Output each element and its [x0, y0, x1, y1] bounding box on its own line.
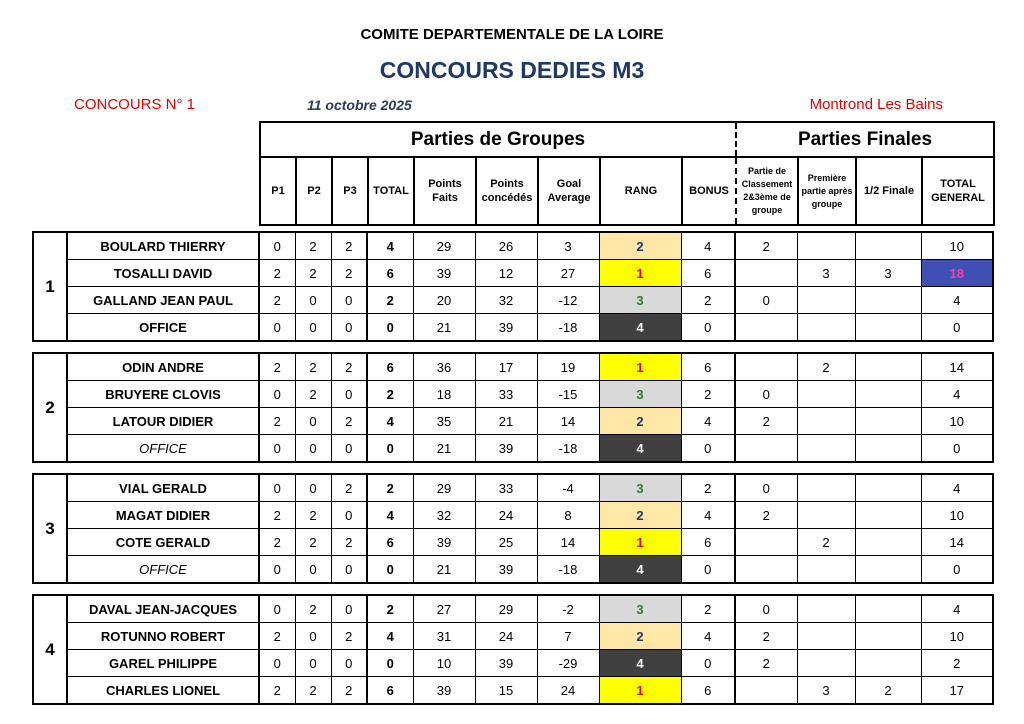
cell-total-general: 0	[921, 435, 993, 463]
cell-p2: 0	[295, 623, 331, 650]
cell-total: 6	[367, 260, 413, 287]
cell-points-faits: 21	[413, 556, 475, 584]
cell-demi-finale	[855, 408, 921, 435]
cell-p1: 2	[259, 260, 295, 287]
col-points-faits: Points Faits	[414, 157, 476, 225]
cell-total: 4	[367, 232, 413, 260]
cell-premiere-partie: 2	[797, 353, 855, 381]
player-name: DAVAL JEAN-JACQUES	[67, 595, 259, 623]
cell-total: 2	[367, 474, 413, 502]
cell-rang: 2	[599, 408, 681, 435]
cell-rang: 4	[599, 314, 681, 342]
cell-total-general: 14	[921, 353, 993, 381]
cell-bonus: 6	[681, 260, 735, 287]
cell-premiere-partie	[797, 287, 855, 314]
cell-total: 6	[367, 353, 413, 381]
col-total: TOTAL	[368, 157, 414, 225]
cell-p3: 2	[331, 232, 367, 260]
group-table-4	[32, 594, 994, 705]
cell-points-concedes: 15	[475, 677, 537, 705]
cell-p3: 0	[331, 287, 367, 314]
cell-demi-finale	[855, 232, 921, 260]
cell-demi-finale	[855, 314, 921, 342]
cell-rang: 1	[599, 353, 681, 381]
cell-p3: 0	[331, 595, 367, 623]
cell-total: 4	[367, 502, 413, 529]
col-total-general: TOTAL GENERAL	[922, 157, 994, 225]
player-name: OFFICE	[67, 314, 259, 342]
cell-partie-classement	[735, 677, 797, 705]
cell-p1: 0	[259, 381, 295, 408]
cell-p2: 0	[295, 287, 331, 314]
player-name: COTE GERALD	[67, 529, 259, 556]
cell-points-faits: 18	[413, 381, 475, 408]
cell-total: 0	[367, 314, 413, 342]
cell-bonus: 0	[681, 556, 735, 584]
cell-p2: 0	[295, 650, 331, 677]
table-row	[33, 556, 993, 584]
cell-points-faits: 39	[413, 529, 475, 556]
cell-partie-classement: 0	[735, 287, 797, 314]
group-number: 4	[33, 595, 67, 704]
player-name: GALLAND JEAN PAUL	[67, 287, 259, 314]
cell-total: 2	[367, 595, 413, 623]
cell-premiere-partie	[797, 502, 855, 529]
cell-premiere-partie	[797, 595, 855, 623]
cell-points-faits: 36	[413, 353, 475, 381]
cell-bonus: 6	[681, 529, 735, 556]
col-partie-classement: Partie de Classement 2&3ème de groupe	[736, 157, 798, 225]
cell-goal-average: 7	[537, 623, 599, 650]
cell-goal-average: -29	[537, 650, 599, 677]
player-name: LATOUR DIDIER	[67, 408, 259, 435]
cell-partie-classement: 0	[735, 595, 797, 623]
cell-points-faits: 35	[413, 408, 475, 435]
cell-p3: 0	[331, 435, 367, 463]
col-premiere-partie: Première partie après groupe	[798, 157, 856, 225]
cell-p2: 2	[295, 529, 331, 556]
cell-demi-finale	[855, 556, 921, 584]
col-p3: P3	[332, 157, 368, 225]
cell-p1: 0	[259, 556, 295, 584]
cell-goal-average: -2	[537, 595, 599, 623]
cell-p2: 2	[295, 595, 331, 623]
table-row	[33, 474, 993, 502]
col-points-concedes: Points concédés	[476, 157, 538, 225]
contest-number: CONCOURS N° 1	[74, 96, 196, 113]
player-name: BOULARD THIERRY	[67, 232, 259, 260]
group-table-3	[32, 473, 994, 584]
col-rang: RANG	[600, 157, 682, 225]
cell-goal-average: -4	[537, 474, 599, 502]
cell-total: 0	[367, 650, 413, 677]
cell-points-concedes: 12	[475, 260, 537, 287]
cell-points-concedes: 24	[475, 623, 537, 650]
cell-goal-average: -18	[537, 556, 599, 584]
cell-demi-finale	[855, 353, 921, 381]
cell-p3: 2	[331, 677, 367, 705]
cell-total: 4	[367, 408, 413, 435]
cell-points-concedes: 39	[475, 556, 537, 584]
cell-p1: 2	[259, 529, 295, 556]
cell-bonus: 4	[681, 232, 735, 260]
col-demi-finale: 1/2 Finale	[856, 157, 922, 225]
cell-goal-average: 14	[537, 408, 599, 435]
cell-p3: 2	[331, 623, 367, 650]
cell-partie-classement	[735, 529, 797, 556]
section-finals: Parties Finales	[736, 122, 994, 157]
table-row	[33, 260, 993, 287]
cell-total-general: 18	[921, 260, 993, 287]
cell-total-general: 17	[921, 677, 993, 705]
cell-total-general: 0	[921, 314, 993, 342]
table-row	[33, 502, 993, 529]
cell-bonus: 2	[681, 474, 735, 502]
cell-points-faits: 21	[413, 314, 475, 342]
cell-premiere-partie	[797, 650, 855, 677]
cell-p2: 0	[295, 314, 331, 342]
cell-p1: 0	[259, 232, 295, 260]
cell-goal-average: 27	[537, 260, 599, 287]
cell-total: 4	[367, 623, 413, 650]
cell-p3: 2	[331, 474, 367, 502]
cell-p3: 2	[331, 353, 367, 381]
cell-total: 6	[367, 677, 413, 705]
cell-partie-classement: 2	[735, 650, 797, 677]
cell-points-concedes: 39	[475, 314, 537, 342]
cell-points-faits: 21	[413, 435, 475, 463]
cell-p3: 2	[331, 260, 367, 287]
cell-rang: 4	[599, 650, 681, 677]
cell-premiere-partie	[797, 435, 855, 463]
contest-date: 11 octobre 2025	[307, 97, 412, 113]
table-row	[33, 381, 993, 408]
section-groups: Parties de Groupes	[260, 122, 736, 157]
cell-total-general: 14	[921, 529, 993, 556]
player-name: VIAL GERALD	[67, 474, 259, 502]
group-number: 1	[33, 232, 67, 341]
group-number: 2	[33, 353, 67, 462]
cell-points-faits: 32	[413, 502, 475, 529]
cell-points-concedes: 33	[475, 381, 537, 408]
cell-p2: 2	[295, 502, 331, 529]
cell-p1: 2	[259, 287, 295, 314]
organization-title: COMITE DEPARTEMENTALE DE LA LOIRE	[360, 26, 664, 43]
cell-partie-classement	[735, 435, 797, 463]
table-row	[33, 435, 993, 463]
cell-bonus: 0	[681, 650, 735, 677]
player-name: ODIN ANDRE	[67, 353, 259, 381]
cell-total-general: 4	[921, 287, 993, 314]
cell-rang: 1	[599, 529, 681, 556]
cell-demi-finale	[855, 595, 921, 623]
player-name: OFFICE	[67, 435, 259, 463]
cell-points-concedes: 33	[475, 474, 537, 502]
cell-p1: 0	[259, 650, 295, 677]
cell-demi-finale: 2	[855, 677, 921, 705]
cell-goal-average: 3	[537, 232, 599, 260]
col-p1: P1	[260, 157, 296, 225]
table-row	[33, 353, 993, 381]
cell-premiere-partie: 3	[797, 260, 855, 287]
cell-p2: 2	[295, 353, 331, 381]
cell-p2: 0	[295, 474, 331, 502]
cell-rang: 3	[599, 595, 681, 623]
cell-total-general: 4	[921, 381, 993, 408]
cell-p2: 2	[295, 381, 331, 408]
cell-p2: 0	[295, 435, 331, 463]
table-row	[33, 314, 993, 342]
player-name: CHARLES LIONEL	[67, 677, 259, 705]
cell-p3: 0	[331, 314, 367, 342]
cell-rang: 1	[599, 677, 681, 705]
cell-points-faits: 27	[413, 595, 475, 623]
player-name: OFFICE	[67, 556, 259, 584]
cell-total: 6	[367, 529, 413, 556]
cell-premiere-partie	[797, 474, 855, 502]
cell-total-general: 4	[921, 595, 993, 623]
cell-demi-finale	[855, 623, 921, 650]
cell-points-concedes: 39	[475, 435, 537, 463]
cell-p3: 0	[331, 381, 367, 408]
cell-p1: 2	[259, 623, 295, 650]
cell-total-general: 0	[921, 556, 993, 584]
column-header-table	[259, 121, 995, 226]
cell-bonus: 2	[681, 595, 735, 623]
col-goal-average: Goal Average	[538, 157, 600, 225]
cell-p1: 2	[259, 353, 295, 381]
cell-premiere-partie	[797, 408, 855, 435]
group-table-1	[32, 231, 994, 342]
cell-total-general: 10	[921, 408, 993, 435]
cell-goal-average: -15	[537, 381, 599, 408]
page-title: CONCOURS DEDIES M3	[379, 57, 645, 83]
cell-p2: 0	[295, 408, 331, 435]
cell-bonus: 6	[681, 353, 735, 381]
cell-p1: 2	[259, 677, 295, 705]
cell-points-faits: 29	[413, 232, 475, 260]
cell-demi-finale	[855, 529, 921, 556]
cell-partie-classement	[735, 314, 797, 342]
col-bonus: BONUS	[682, 157, 736, 225]
table-row	[33, 650, 993, 677]
cell-p1: 0	[259, 314, 295, 342]
cell-bonus: 2	[681, 287, 735, 314]
cell-premiere-partie	[797, 314, 855, 342]
cell-goal-average: -18	[537, 314, 599, 342]
cell-premiere-partie: 2	[797, 529, 855, 556]
cell-rang: 3	[599, 287, 681, 314]
cell-p2: 2	[295, 677, 331, 705]
cell-demi-finale	[855, 435, 921, 463]
cell-p3: 0	[331, 650, 367, 677]
cell-total: 2	[367, 381, 413, 408]
cell-partie-classement: 0	[735, 381, 797, 408]
cell-p1: 0	[259, 435, 295, 463]
cell-p3: 2	[331, 529, 367, 556]
cell-total-general: 4	[921, 474, 993, 502]
player-name: GAREL PHILIPPE	[67, 650, 259, 677]
cell-rang: 3	[599, 381, 681, 408]
table-row	[33, 408, 993, 435]
cell-points-faits: 29	[413, 474, 475, 502]
cell-p1: 0	[259, 595, 295, 623]
cell-points-concedes: 32	[475, 287, 537, 314]
cell-total-general: 10	[921, 502, 993, 529]
cell-partie-classement	[735, 260, 797, 287]
cell-points-concedes: 21	[475, 408, 537, 435]
cell-total-general: 10	[921, 623, 993, 650]
cell-premiere-partie	[797, 232, 855, 260]
cell-bonus: 4	[681, 502, 735, 529]
cell-rang: 1	[599, 260, 681, 287]
cell-demi-finale	[855, 502, 921, 529]
cell-goal-average: 14	[537, 529, 599, 556]
cell-p3: 2	[331, 408, 367, 435]
cell-p3: 0	[331, 502, 367, 529]
player-name: ROTUNNO ROBERT	[67, 623, 259, 650]
cell-p1: 2	[259, 408, 295, 435]
cell-total-general: 10	[921, 232, 993, 260]
cell-total: 2	[367, 287, 413, 314]
cell-premiere-partie: 3	[797, 677, 855, 705]
cell-bonus: 0	[681, 435, 735, 463]
group-table-2	[32, 352, 994, 463]
player-name: BRUYERE CLOVIS	[67, 381, 259, 408]
cell-partie-classement: 2	[735, 408, 797, 435]
cell-bonus: 2	[681, 381, 735, 408]
cell-points-concedes: 39	[475, 650, 537, 677]
player-name: MAGAT DIDIER	[67, 502, 259, 529]
cell-bonus: 4	[681, 408, 735, 435]
cell-demi-finale: 3	[855, 260, 921, 287]
group-number: 3	[33, 474, 67, 583]
cell-rang: 2	[599, 623, 681, 650]
cell-goal-average: -18	[537, 435, 599, 463]
col-p2: P2	[296, 157, 332, 225]
cell-premiere-partie	[797, 381, 855, 408]
table-row	[33, 529, 993, 556]
cell-goal-average: 24	[537, 677, 599, 705]
cell-bonus: 0	[681, 314, 735, 342]
cell-partie-classement	[735, 353, 797, 381]
cell-bonus: 6	[681, 677, 735, 705]
cell-points-concedes: 24	[475, 502, 537, 529]
table-row	[33, 232, 993, 260]
contest-location: Montrond Les Bains	[809, 96, 943, 113]
cell-demi-finale	[855, 474, 921, 502]
cell-total-general: 2	[921, 650, 993, 677]
cell-points-concedes: 25	[475, 529, 537, 556]
cell-partie-classement: 2	[735, 232, 797, 260]
cell-demi-finale	[855, 381, 921, 408]
cell-goal-average: -12	[537, 287, 599, 314]
cell-points-concedes: 29	[475, 595, 537, 623]
cell-p1: 0	[259, 474, 295, 502]
cell-rang: 4	[599, 556, 681, 584]
cell-goal-average: 19	[537, 353, 599, 381]
cell-p2: 0	[295, 556, 331, 584]
table-row	[33, 595, 993, 623]
cell-bonus: 4	[681, 623, 735, 650]
cell-p1: 2	[259, 502, 295, 529]
cell-points-faits: 39	[413, 260, 475, 287]
cell-points-faits: 31	[413, 623, 475, 650]
cell-demi-finale	[855, 650, 921, 677]
cell-p2: 2	[295, 260, 331, 287]
cell-partie-classement	[735, 556, 797, 584]
table-row	[33, 287, 993, 314]
cell-partie-classement: 2	[735, 623, 797, 650]
cell-rang: 4	[599, 435, 681, 463]
table-row	[33, 623, 993, 650]
cell-total: 0	[367, 556, 413, 584]
cell-points-faits: 10	[413, 650, 475, 677]
player-name: TOSALLI DAVID	[67, 260, 259, 287]
cell-total: 0	[367, 435, 413, 463]
cell-rang: 2	[599, 232, 681, 260]
cell-points-faits: 20	[413, 287, 475, 314]
cell-partie-classement: 0	[735, 474, 797, 502]
cell-p3: 0	[331, 556, 367, 584]
cell-rang: 2	[599, 502, 681, 529]
cell-points-concedes: 26	[475, 232, 537, 260]
cell-points-concedes: 17	[475, 353, 537, 381]
cell-partie-classement: 2	[735, 502, 797, 529]
cell-premiere-partie	[797, 556, 855, 584]
cell-goal-average: 8	[537, 502, 599, 529]
cell-p2: 2	[295, 232, 331, 260]
cell-premiere-partie	[797, 623, 855, 650]
cell-points-faits: 39	[413, 677, 475, 705]
cell-demi-finale	[855, 287, 921, 314]
cell-rang: 3	[599, 474, 681, 502]
table-row	[33, 677, 993, 705]
